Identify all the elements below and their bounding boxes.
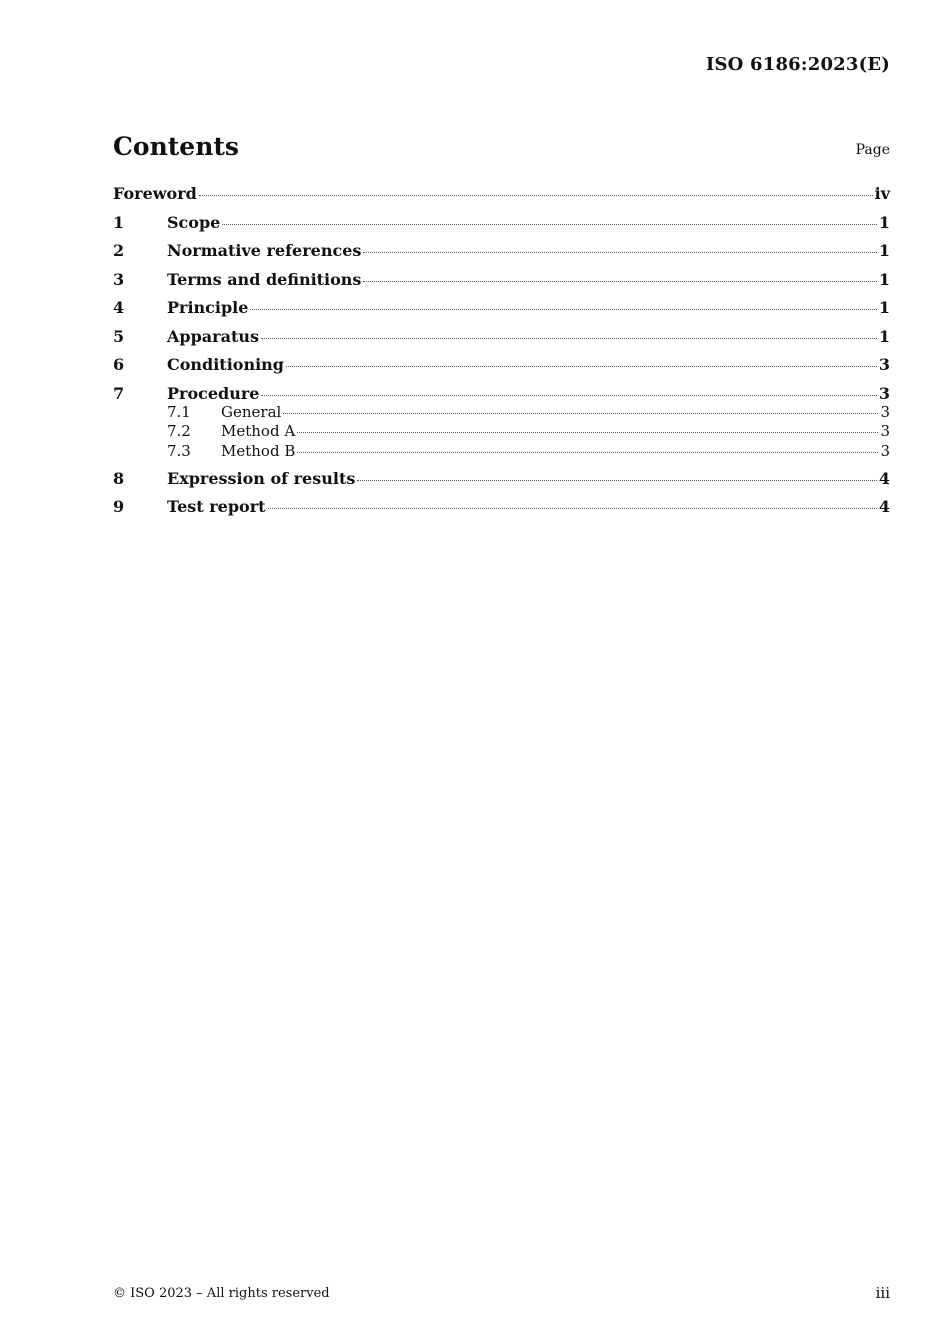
toc-entry-page: iv (874, 184, 890, 203)
toc-entry[interactable] (113, 327, 890, 356)
dot-leader (261, 338, 877, 339)
toc-entry-number: 3 (113, 269, 125, 289)
toc-entry-label: Terms and definitions (167, 269, 362, 289)
table-of-contents (113, 184, 890, 526)
toc-entry-page: 3 (878, 355, 890, 374)
dot-leader (363, 281, 876, 282)
toc-entry[interactable] (113, 270, 890, 299)
toc-entry-page: 1 (878, 212, 890, 232)
dot-leader (268, 508, 877, 509)
page-number: iii (875, 1284, 890, 1302)
toc-entry[interactable] (113, 241, 890, 270)
toc-entry-foreword[interactable] (113, 184, 890, 213)
toc-subentry[interactable] (113, 403, 890, 423)
dot-leader (297, 432, 878, 433)
toc-entry-page: 1 (878, 269, 890, 289)
document-id: ISO 6186:2023(E) (705, 54, 890, 75)
dot-leader (286, 366, 877, 367)
page-column-label: Page (855, 142, 890, 158)
toc-entry-number: 5 (113, 326, 125, 346)
toc-subentry-page: 3 (880, 422, 890, 440)
toc-entry-label: Conditioning (167, 355, 284, 374)
toc-subentry-page: 3 (880, 402, 890, 421)
page-title: Contents (113, 132, 240, 161)
toc-entry-label: Scope (167, 212, 221, 232)
toc-entry-label: Test report (167, 497, 266, 516)
dot-leader (283, 413, 878, 414)
toc-entry-label: Expression of results (167, 468, 356, 488)
toc-entry[interactable] (113, 469, 890, 498)
dot-leader (363, 252, 876, 253)
toc-subentry-number: 7.2 (167, 422, 191, 440)
toc-entry-number: 4 (113, 298, 125, 317)
toc-entry-number: 1 (113, 212, 125, 232)
toc-subentry-number: 7.3 (167, 441, 191, 460)
toc-entry-page: 1 (878, 326, 890, 346)
toc-entry[interactable] (113, 213, 890, 242)
copyright-notice: © ISO 2023 – All rights reserved (113, 1286, 330, 1301)
toc-subentry[interactable] (113, 442, 890, 469)
toc-entry-number: 2 (113, 241, 125, 260)
dot-leader (250, 309, 876, 310)
toc-entry-label: Foreword (113, 184, 197, 203)
toc-subentry-page: 3 (880, 441, 890, 460)
toc-entry-page: 1 (878, 298, 890, 317)
toc-entry[interactable] (113, 355, 890, 384)
toc-entry-page: 4 (878, 468, 890, 488)
toc-subentry[interactable] (113, 422, 890, 442)
toc-subentry-number: 7.1 (167, 402, 191, 421)
toc-entry-number: 9 (113, 497, 125, 516)
toc-subentry-label: General (221, 402, 282, 421)
contents-heading-row (113, 132, 890, 166)
toc-entry-page: 3 (878, 383, 890, 403)
toc-entry-number: 6 (113, 355, 125, 374)
toc-entry-number: 8 (113, 468, 125, 488)
dot-leader (199, 195, 873, 196)
toc-entry[interactable] (113, 298, 890, 327)
toc-entry-page: 4 (878, 497, 890, 516)
toc-entry-page: 1 (878, 241, 890, 260)
toc-entry-label: Procedure (167, 383, 260, 403)
dot-leader (297, 452, 878, 453)
toc-entry-number: 7 (113, 383, 125, 403)
dot-leader (357, 480, 877, 481)
toc-entry-label: Apparatus (167, 326, 259, 346)
dot-leader (261, 395, 876, 396)
toc-entry[interactable] (113, 497, 890, 526)
toc-subentry-label: Method A (221, 422, 296, 440)
dot-leader (222, 224, 877, 225)
toc-entry-label: Principle (167, 298, 249, 317)
toc-entry[interactable] (113, 384, 890, 403)
toc-subentry-label: Method B (221, 441, 296, 460)
toc-entry-label: Normative references (167, 241, 362, 260)
